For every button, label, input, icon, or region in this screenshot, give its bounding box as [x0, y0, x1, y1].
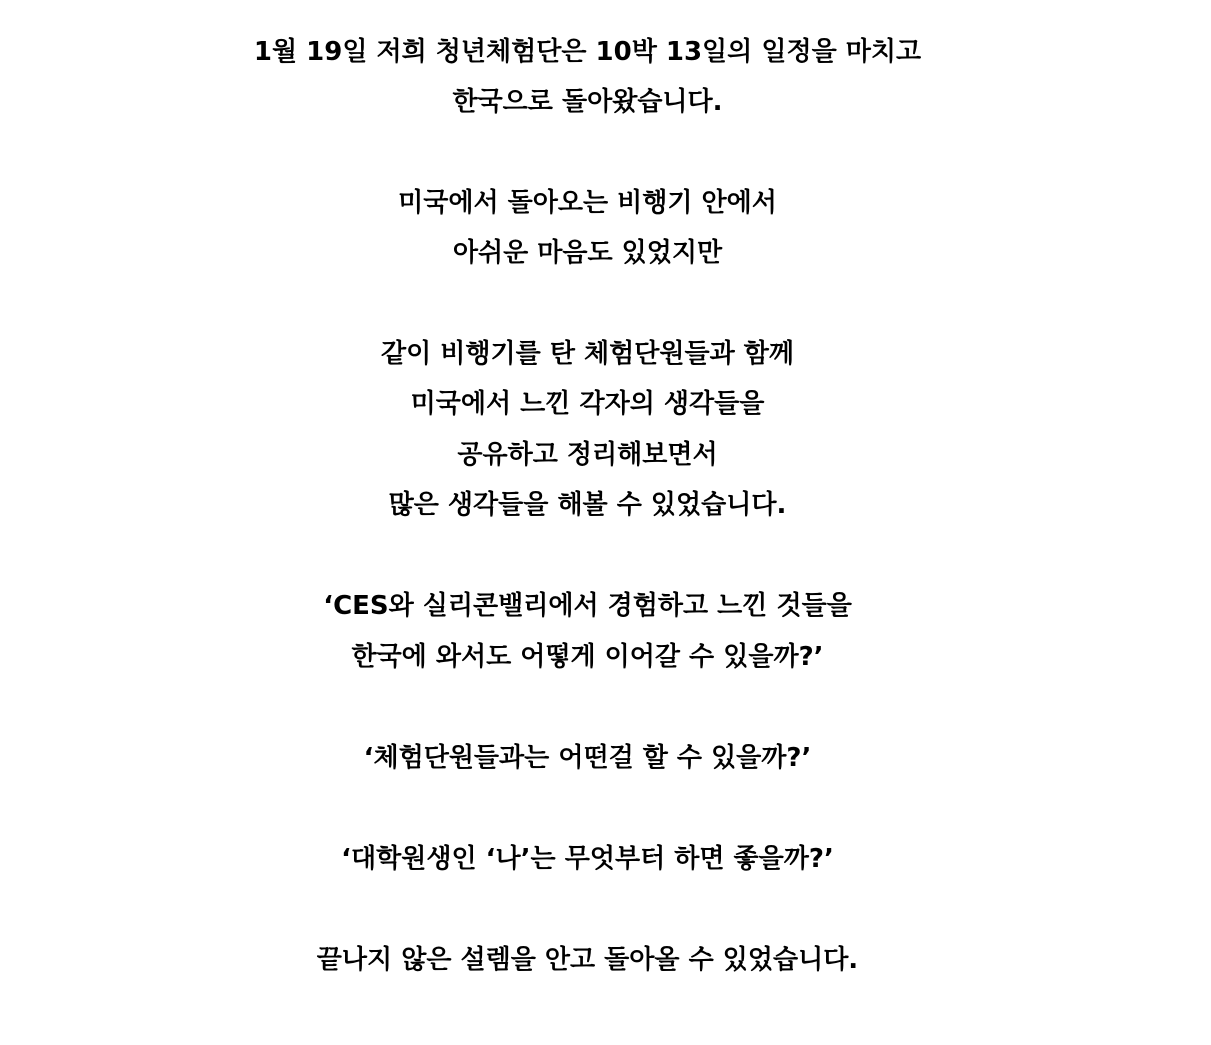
text-line: ‘체험단원들과는 어떤걸 할 수 있을까?’ — [363, 743, 812, 773]
text-line: ‘대학원생인 ‘나’는 무엇부터 하면 좋을까?’ — [341, 844, 834, 874]
text-line: 한국에 와서도 어떻게 이어갈 수 있을까?’ — [351, 642, 824, 672]
text-line: 미국에서 돌아오는 비행기 안에서 — [398, 188, 777, 218]
text-line: 아쉬운 마음도 있었지만 — [452, 238, 723, 268]
text-line: ‘CES와 실리콘밸리에서 경험하고 느낀 것들을 — [323, 591, 852, 621]
text-line: 같이 비행기를 탄 체험단원들과 함께 — [381, 339, 794, 369]
text-line: 공유하고 정리해보면서 — [457, 440, 718, 470]
text-line: 1월 19일 저희 청년체험단은 10박 13일의 일정을 마치고 — [253, 37, 922, 67]
text-line: 한국으로 돌아왔습니다. — [452, 87, 723, 117]
text-line: 많은 생각들을 해볼 수 있었습니다. — [388, 490, 787, 520]
text-line: 끝나지 않은 설렘을 안고 돌아올 수 있었습니다. — [316, 945, 859, 975]
text-line: 미국에서 느낀 각자의 생각들을 — [410, 389, 765, 419]
